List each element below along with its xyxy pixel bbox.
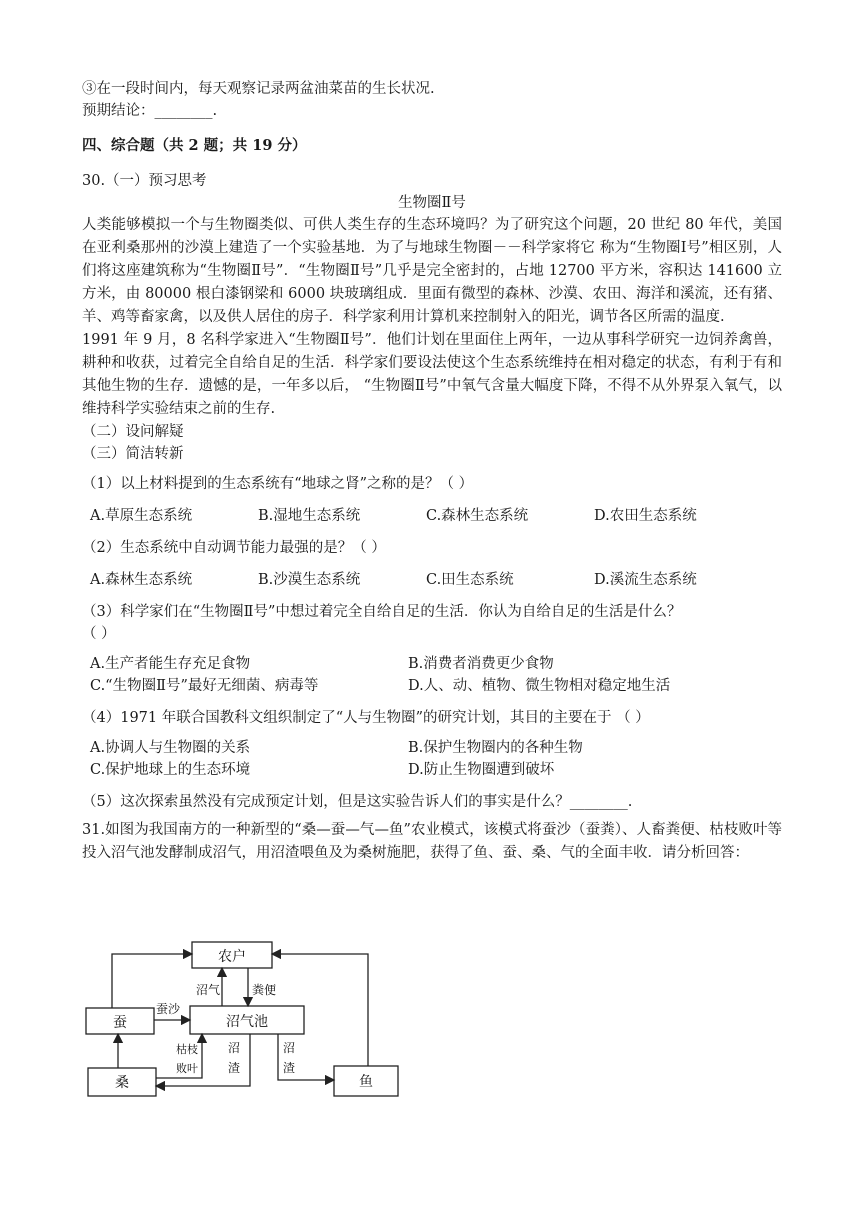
biogas-pool-label: 沼气池: [226, 1014, 268, 1030]
option-c: C.“生物圈Ⅱ号”最好无细菌、病毒等: [90, 678, 319, 694]
biogas-edge-label: 沼气: [196, 983, 221, 997]
leaves-edge-label: 败叶: [176, 1062, 198, 1075]
option-a: A.生产者能生存充足食物: [90, 656, 251, 672]
question-30-4: （4）1971 年联合国教科文组织制定了“人与生物圈”的研究计划，其目的主要在于 （ ）: [82, 710, 650, 726]
silkworm-sand-edge-label: 蚕沙: [156, 1002, 181, 1016]
silkworm-label: 蚕: [113, 1015, 127, 1031]
step-3-text: ③在一段时间内，每天观察记录两盆油菜苗的生长状况.: [82, 81, 435, 97]
options-30-3: [82, 653, 782, 697]
subsection-3: （三）简洁转新: [82, 446, 184, 462]
question-30-3-cont: （ ）: [82, 626, 116, 642]
mulberry-label: 桑: [115, 1075, 129, 1091]
options-30-1: [82, 505, 782, 527]
question-31-text: 31.如图为我国南方的一种新型的“桑—蚕—气—鱼”农业模式，该模式将蚕沙（蚕粪）、人畜粪便、枯枝败叶等投入沼气池发酵制成沼气，用沼渣喂鱼及为桑树施肥，获得了鱼、蚕、桑、气的全面丰收．请分析回答：: [82, 822, 782, 861]
question-30-2: （2）生态系统中自动调节能力最强的是？（ ）: [82, 540, 386, 556]
residue-1b-label: 渣: [228, 1061, 241, 1075]
document-page: [82, 78, 782, 865]
option-d: D.人、动、植物、微生物相对稳定地生活: [408, 678, 671, 694]
question-30-3: （3）科学家们在“生物圈Ⅱ号”中想过着完全自给自足的生活．你认为自给自足的生活是什么？: [82, 604, 682, 620]
option-b: B.消费者消费更少食物: [408, 656, 554, 672]
article-paragraph-2: 1991 年 9 月，8 名科学家进入“生物圈Ⅱ号”．他们计划在里面住上两年，一边从事科学研究一边饲养禽兽，耕种和收获，过着完全自给自足的生活．科学家们要设法使这个生态系统维持在相对稳定的状态，有利于有和其他生物的生存．遗憾的是，一年多以后， “生物圈Ⅱ号”中氧气含量大幅度下降，不得不从外界泵入氧气，以维持科学实验结束之前的生存.: [82, 332, 782, 417]
arrow-silkworm-to-farmer: [112, 954, 192, 1008]
option-b: B.保护生物圈内的各种生物: [408, 740, 583, 756]
residue-1a-label: 沼: [228, 1041, 241, 1055]
branches-edge-label: 枯枝: [176, 1043, 198, 1056]
question-30-1: （1）以上材料提到的生态系统有“地球之肾”之称的是？（ ）: [82, 476, 474, 492]
option-b: B.沙漠生态系统: [258, 572, 361, 588]
farmer-label: 农户: [218, 949, 246, 965]
residue-2b-label: 渣: [283, 1061, 296, 1075]
manure-edge-label: 粪便: [252, 983, 277, 997]
subsection-2: （二）设问解疑: [82, 424, 184, 440]
option-a: A.协调人与生物圈的关系: [90, 740, 251, 756]
expected-conclusion: 预期结论：________.: [82, 103, 218, 119]
fish-label: 鱼: [359, 1074, 373, 1090]
article-paragraph-1: 人类能够模拟一个与生物圈类似、可供人类生存的生态环境吗？为了研究这个问题，20 世纪 80 年代，美国在亚利桑那州的沙漠上建造了一个实验基地．为了与地球生物圈－－科学家将它 称为“生物圈Ⅰ号”相区别，人们将这座建筑称为“生物圈Ⅱ号”．“生物圈Ⅱ号”几乎是完全密封的，占地 12700 平方米，容积达 141600 立方米，由 80000 根白漆钢梁和 6000 块玻璃组成．里面有微型的森林、沙漠、农田、海洋和溪流，还有猪、羊、鸡等畜家禽，以及供人居住的房子．科学家利用计算机来控制射入的阳光，调节各区所需的温度.: [82, 217, 782, 325]
option-c: C.保护地球上的生态环境: [90, 762, 251, 778]
question-30-head: 30.（一）预习思考: [82, 173, 207, 189]
section-title: 四、综合题（共 2 题；共 19 分）: [82, 137, 307, 154]
option-b: B.湿地生态系统: [258, 508, 361, 524]
article-title: 生物圈Ⅱ号: [398, 195, 466, 211]
option-d: D.农田生态系统: [594, 508, 697, 524]
question-30-5: （5）这次探索虽然没有完成预定计划，但是这实验告诉人们的事实是什么？________.: [82, 794, 633, 810]
options-30-2: [82, 569, 782, 591]
options-30-4: [82, 737, 782, 781]
option-d: D.溪流生态系统: [594, 572, 697, 588]
option-c: C.森林生态系统: [426, 508, 529, 524]
agriculture-flow-diagram: [82, 938, 412, 1102]
option-d: D.防止生物圈遭到破坏: [408, 762, 555, 778]
residue-2a-label: 沼: [283, 1041, 296, 1055]
option-a: A.草原生态系统: [90, 508, 193, 524]
option-a: A.森林生态系统: [90, 572, 193, 588]
option-c: C.田生态系统: [426, 572, 514, 588]
